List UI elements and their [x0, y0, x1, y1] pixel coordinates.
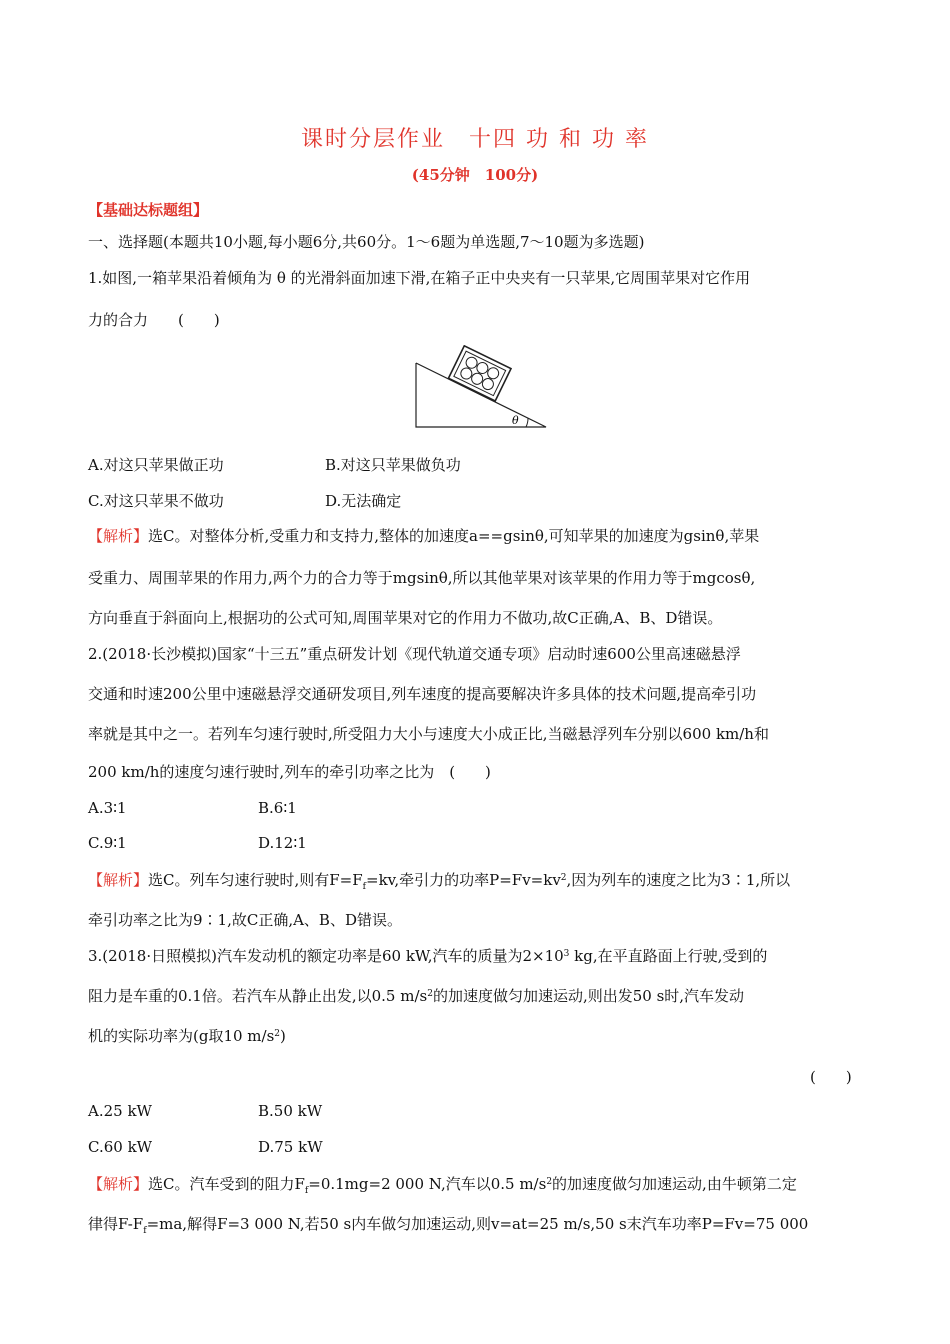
q3-option-a: A.25 kW — [88, 1102, 152, 1120]
apple-box — [448, 346, 511, 401]
q1-stem-line2: 力的合力 ( ) — [88, 311, 220, 329]
q1-answer-line2: 受重力、周围苹果的作用力,两个力的合力等于mgsinθ,所以其他苹果对该苹果的作用力等于mgcosθ, — [88, 569, 756, 587]
q2-option-c: C.9∶1 — [88, 834, 127, 852]
q2-stem-line4: 200 km/h的速度匀速行驶时,列车的牵引功率之比为 ( ) — [88, 763, 491, 781]
q3-option-c: C.60 kW — [88, 1138, 153, 1156]
analysis-tag: 【解析】 — [88, 871, 149, 889]
q1-option-b: B.对这只苹果做负功 — [325, 456, 461, 474]
q3-option-b: B.50 kW — [258, 1102, 323, 1120]
q3-answer-line2: 律得$F-F_f=ma$,解得F=3 000 N,若50 s内车做匀加速运动,则v=at=25 m/s,50 s末汽车功率P=Fv=75 000 — [88, 1215, 809, 1236]
q1-stem-line1: 1.如图,一箱苹果沿着倾角为 θ 的光滑斜面加速下滑,在箱子正中央夹有一只苹果,它周围苹果对它作用 — [88, 269, 751, 287]
incline-figure — [410, 345, 550, 435]
page-title: 课时分层作业 十四 功 和 功 率 — [301, 127, 649, 152]
q2-option-a: A.3∶1 — [88, 799, 127, 817]
q1-option-c: C.对这只苹果不做功 — [88, 492, 224, 510]
q3-stem-line1: 3.(2018·日照模拟)汽车发动机的额定功率是60 kW,汽车的质量为$2\times 10^3$ kg,在平直路面上行驶,受到的 — [88, 947, 768, 965]
q3-answer-blank: ( ) — [810, 1068, 852, 1086]
section-heading: 【基础达标题组】 — [88, 201, 209, 219]
q2-stem-line3: 率就是其中之一。若列车匀速行驶时,所受阻力大小与速度大小成正比,当磁悬浮列车分别以600 km/h和 — [88, 725, 769, 743]
q3-option-d: D.75 kW — [258, 1138, 323, 1156]
q3-stem-line3: 机的实际功率为(g取10 $m/s^2$) — [88, 1027, 286, 1045]
instructions: 一、选择题(本题共10小题,每小题6分,共60分。1～6题为单选题,7～10题为多选题) — [88, 233, 645, 251]
q2-stem-line2: 交通和时速200公里中速磁悬浮交通研发项目,列车速度的提高要解决许多具体的技术问题,提高牵引功 — [88, 685, 757, 703]
q1-option-d: D.无法确定 — [325, 492, 402, 510]
q3-stem-line2: 阻力是车重的0.1倍。若汽车从静止出发,以0.5 $m/s^2$的加速度做匀加速运动,则出发50 s时,汽车发动 — [88, 987, 745, 1005]
analysis-tag: 【解析】 — [88, 1175, 149, 1193]
q2-answer-line2: 牵引功率之比为9∶1,故C正确,A、B、D错误。 — [88, 911, 402, 929]
q1-answer-line3: 方向垂直于斜面向上,根据功的公式可知,周围苹果对它的作用力不做功,故C正确,A、B、D错误。 — [88, 609, 723, 627]
analysis-tag: 【解析】 — [88, 527, 149, 545]
q2-option-b: B.6∶1 — [258, 799, 297, 817]
q1-option-a: A.对这只苹果做正功 — [88, 456, 224, 474]
q1-answer-line1: 【解析】选C。对整体分析,受重力和支持力,整体的加速度a==gsinθ,可知苹果的加速度为gsinθ,苹果 — [88, 527, 760, 545]
q2-option-d: D.12∶1 — [258, 834, 307, 852]
angle-label: θ — [512, 414, 519, 427]
q2-answer-line1: 【解析】选C。列车匀速行驶时,则有$F=F_f=kv$,牵引力的功率$P=Fv=kv^2$,因为列车的速度之比为3∶1,所以 — [88, 871, 791, 892]
page-subtitle: (45分钟 100分) — [411, 166, 539, 184]
q3-answer-line1: 【解析】选C。汽车受到的阻力$F_f=0.1mg=2$ 000 N,汽车以0.5 $m/s^2$的加速度做匀加速运动,由牛顿第二定 — [88, 1175, 797, 1196]
q2-stem-line1: 2.(2018·长沙模拟)国家“十三五”重点研发计划《现代轨道交通专项》启动时速600公里高速磁悬浮 — [88, 645, 741, 663]
